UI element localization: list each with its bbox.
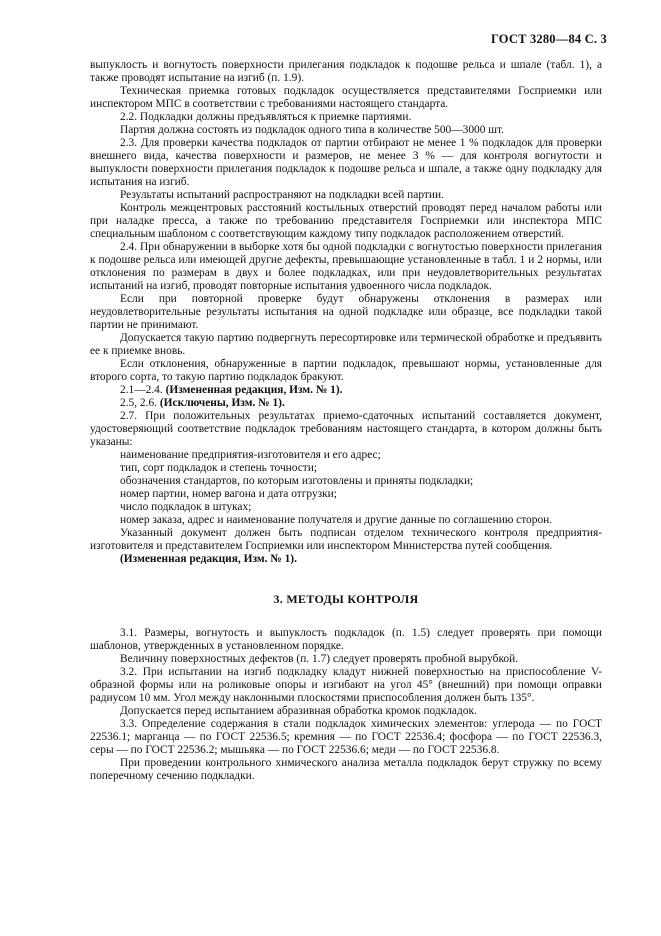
document-requirements-paragraph xyxy=(90,410,602,449)
signature-paragraph xyxy=(90,527,602,553)
paragraph: 2.3. Для проверки качества подкладок от партии отбирают не менее 1 % подкладок для проверки внешнего вида, качества поверхности и размеров, не менее 3 % — для контроля вогнутости и выпуклости поверхности прилегания подкладок к подошве рельса и шпале, а также одну подкладку для испытания на изгиб. xyxy=(90,137,602,188)
edit-note-bold: (Исключены, Изм. № 1). xyxy=(159,397,285,409)
paragraph: При проведении контрольного химического анализа металла подкладок берут стружку по всему поперечному сечению подкладки. xyxy=(90,757,602,782)
paragraph: Величину поверхностных дефектов (п. 1.7) следует проверять пробной вырубкой. xyxy=(120,653,519,665)
document-requirements-list xyxy=(90,449,602,527)
paragraph: Контроль межцентровых расстояний костыльных отверстий проводят перед началом работы или при наладке пресса, а также по требованию представителя Госприемки или инспектора МПС специальным шаблоном с соответствующим каждому типу подкладок расположением отверстий. xyxy=(90,202,602,240)
paragraph: 2.7. При положительных результатах приемо-сдаточных испытаний составляется документ, удостоверяющий соответствие подкладок требованиям настоящего стандарта, в котором должны быть указаны: xyxy=(90,410,602,448)
paragraph: 3.3. Определение содержания в стали подкладок химических элементов: углерода — по ГОСТ 22536.1; марганца — по ГОСТ 22536.5; кремния — по ГОСТ 22536.4; фосфора — по ГОСТ 22536.3, серы — по ГОСТ 22536.2; мышьяка — по ГОСТ 22536.6; меди — по ГОСТ 22536.8. xyxy=(90,718,602,756)
list-item: обозначения стандартов, по которым изготовлены и приняты подкладки; xyxy=(120,475,474,487)
list-item: число подкладок в штуках; xyxy=(120,501,252,513)
document-body xyxy=(90,59,602,783)
paragraph: Допускается перед испытанием абразивная обработка кромок подкладок. xyxy=(120,705,477,717)
paragraph: Партия должна состоять из подкладок одного типа в количестве 500—3000 шт. xyxy=(120,124,505,136)
list-item: наименование предприятия-изготовителя и его адрес; xyxy=(120,449,381,461)
list-item: тип, сорт подкладок и степень точности; xyxy=(120,462,318,474)
paragraph: 2.4. При обнаружении в выборке хотя бы одной подкладки с вогнутостью поверхности прилегания к подошве рельса или имеющей другие дефекты, превышающие установленные в табл. 1 и 2 нормы, или отклонения по размерам в двух и более подкладках, или при неудовлетворительных результатах испытаний на изгиб, проводят повторные испытания удвоенного числа подкладок. xyxy=(90,241,602,292)
paragraph: Результаты испытаний распространяют на подкладки всей партии. xyxy=(120,189,444,201)
paragraph: выпуклость и вогнутость поверхности прилегания подкладок к подошве рельса и шпале (табл. 1), а также проводят испытание на изгиб (п. 1.9). xyxy=(90,59,602,84)
edit-note-2-1 xyxy=(90,384,602,397)
edit-note-2-5 xyxy=(90,397,602,410)
paragraph: Допускается такую партию подвергнуть пересортировке или термической обработке и предъявить ее к приемке вновь. xyxy=(90,332,602,357)
edit-note-prefix: 2.1—2.4. xyxy=(120,384,166,396)
edit-note-prefix: 2.5, 2.6. xyxy=(120,397,160,409)
list-item: номер партии, номер вагона и дата отгрузки; xyxy=(120,488,337,500)
edit-note-2-7: (Измененная редакция, Изм. № 1). xyxy=(120,553,297,565)
paragraph: Техническая приемка готовых подкладок осуществляется представителями Госприемки или инспектором МПС в соответствии с требованиями настоящего стандарта. xyxy=(90,85,602,110)
section-title: 3. МЕТОДЫ КОНТРОЛЯ xyxy=(273,592,419,606)
page-header: ГОСТ 3280—84 С. 3 xyxy=(490,32,607,46)
control-methods-paragraphs xyxy=(90,627,602,783)
acceptance-paragraphs xyxy=(90,59,602,384)
paragraph: 2.2. Подкладки должны предъявляться к приемке партиями. xyxy=(120,111,412,123)
paragraph: Указанный документ должен быть подписан отделом технического контроля предприятия-изготовителя и представителем Госприемки или инспектором Министерства путей сообщения. xyxy=(90,527,602,552)
paragraph: 3.2. При испытании на изгиб подкладку кладут нижней поверхностью на приспособление V-образной формы или на роликовые опоры и изгибают на угол 45° (внешний) при помощи оправки радиусом 10 мм. Угол между наклонными плоскостями приспособления должен быть 135°. xyxy=(90,666,602,704)
paragraph: Если отклонения, обнаруженные в партии подкладок, превышают нормы, установленные для второго сорта, то такую партию подкладок бракуют. xyxy=(90,358,602,383)
paragraph: 3.1. Размеры, вогнутость и выпуклость подкладок (п. 1.5) следует проверять при помощи шаблонов, утвержденных в установленном порядке. xyxy=(90,627,602,652)
edit-note-bold: (Измененная редакция, Изм. № 1). xyxy=(165,384,343,396)
list-item: номер заказа, адрес и наименование получателя и другие данные по соглашению сторон. xyxy=(120,514,553,526)
paragraph: Если при повторной проверке будут обнаружены отклонения в размерах или неудовлетворительные результаты испытания на одной подкладке или образце, все подкладки такой партии не принимают. xyxy=(90,293,602,331)
